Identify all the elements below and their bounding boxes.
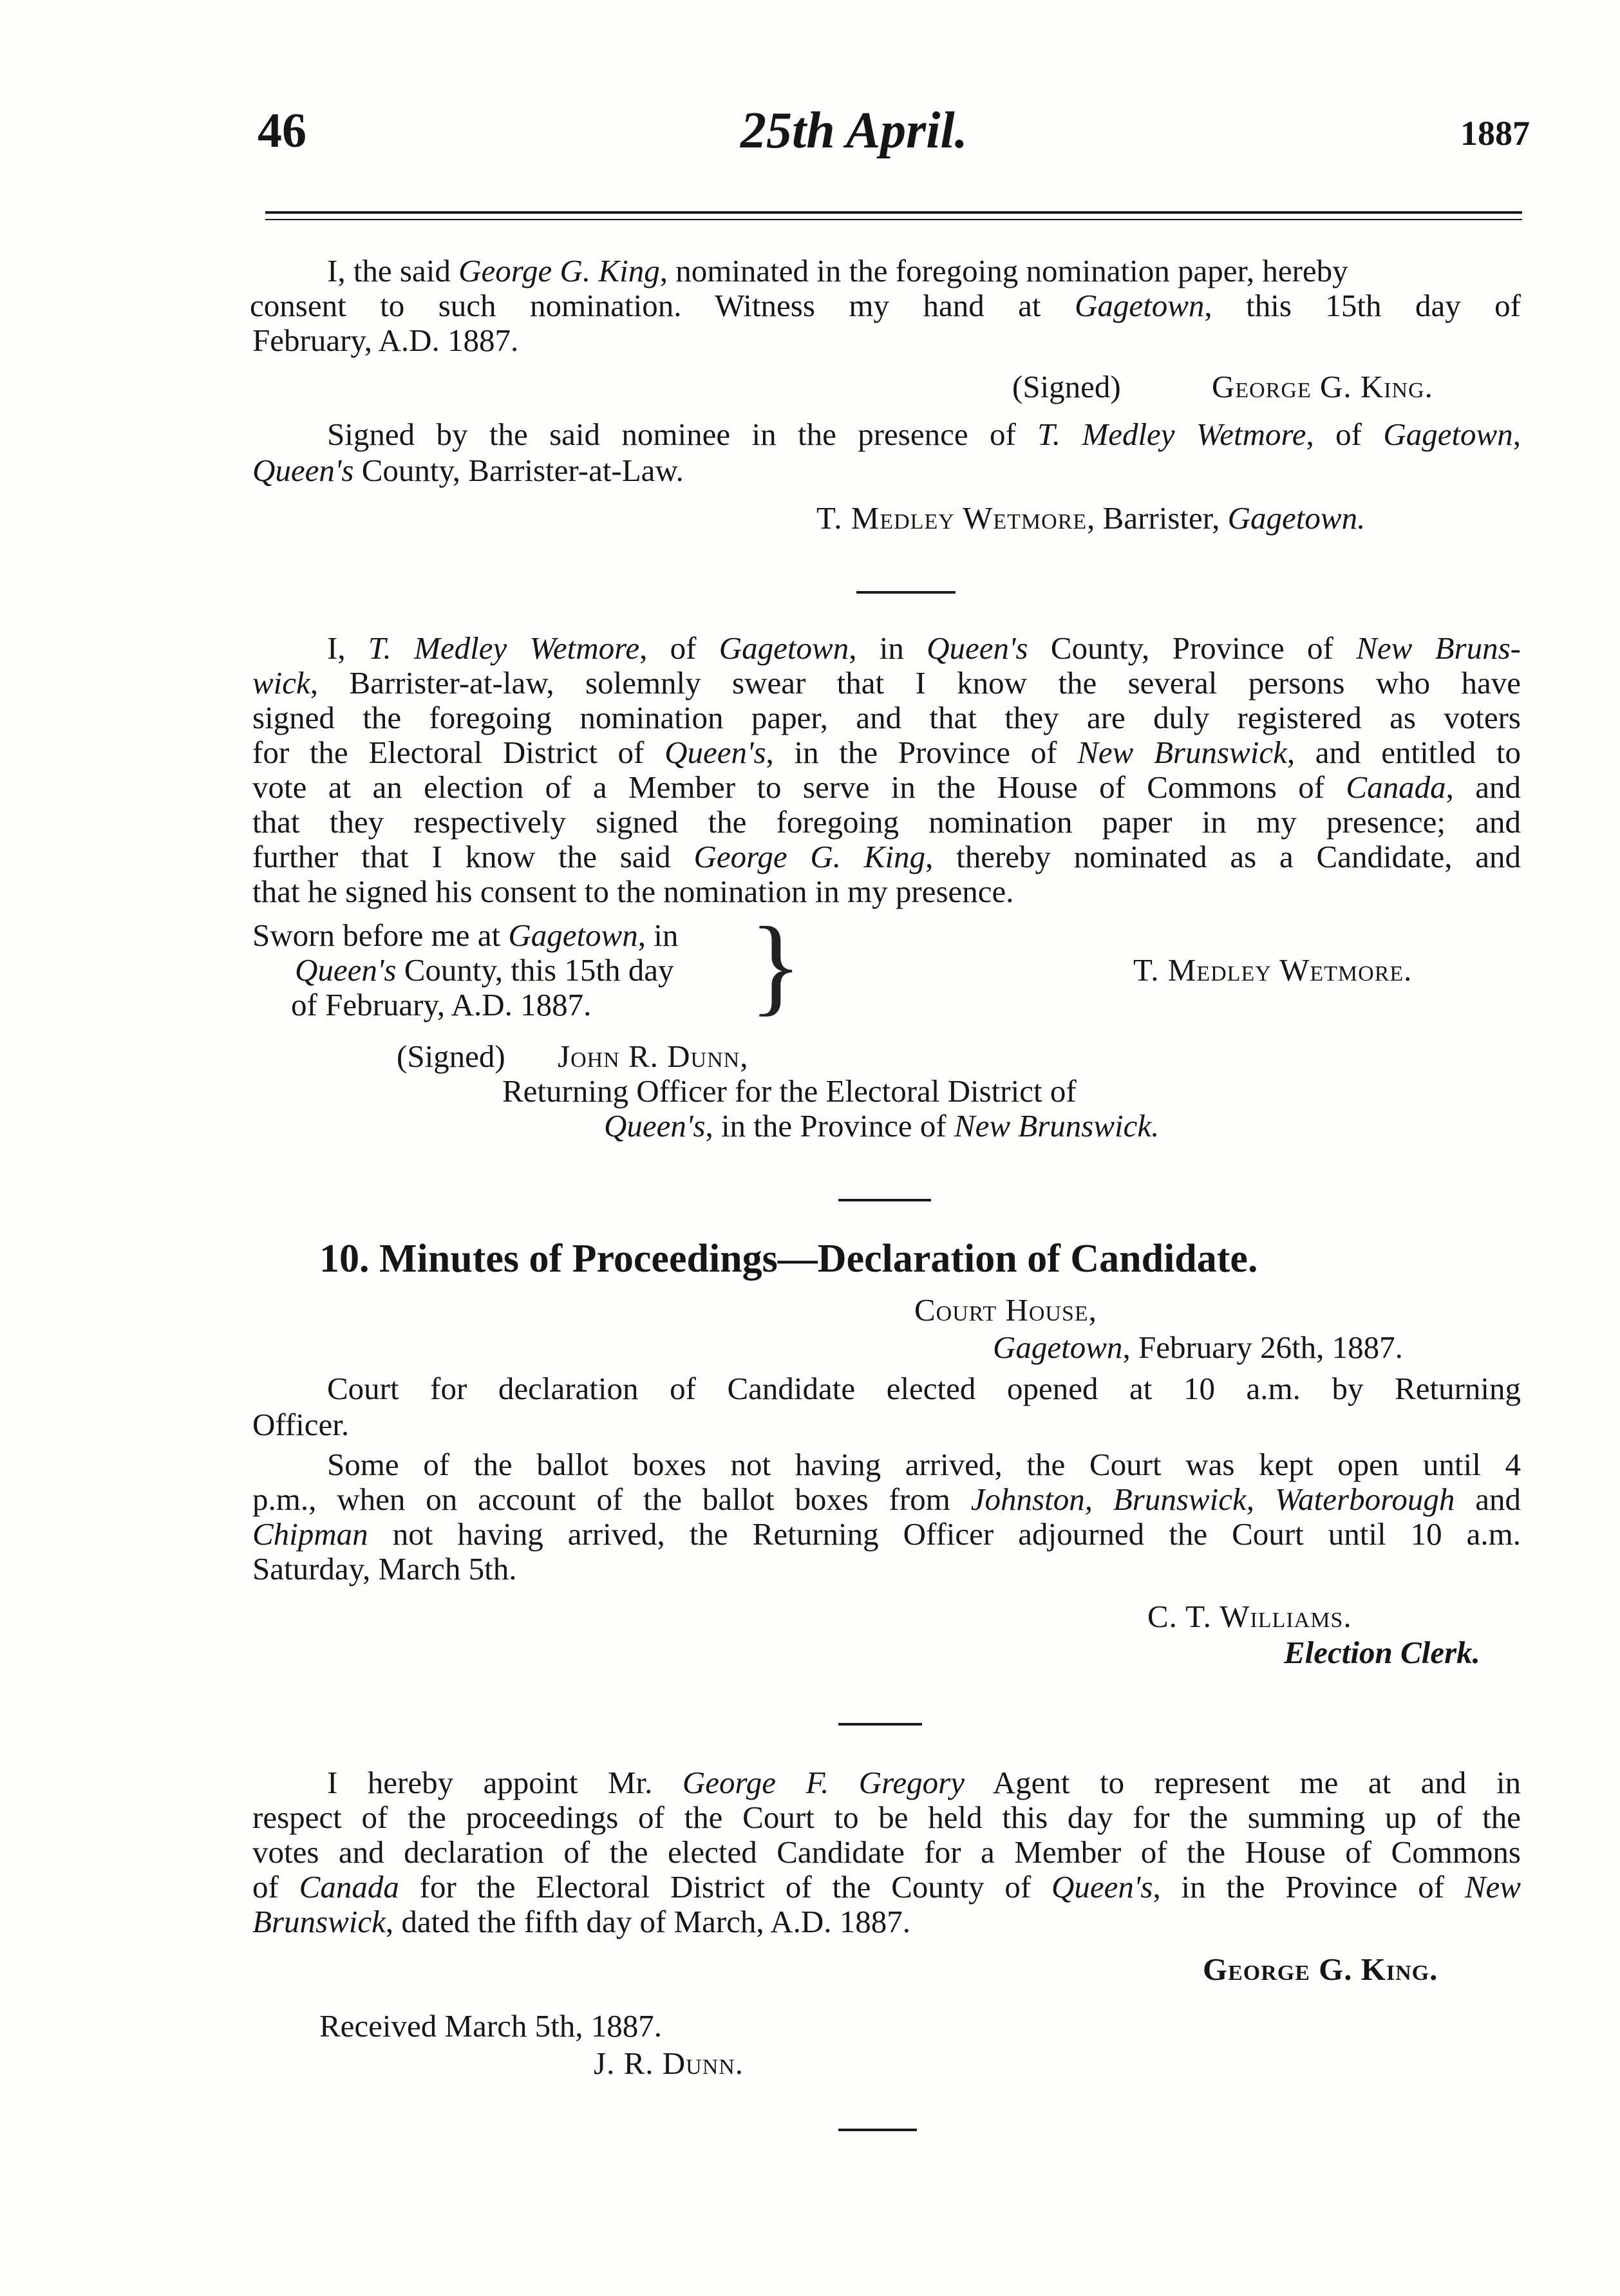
- minutes-line-6: Saturday, March 5th.: [252, 1551, 517, 1586]
- page-year: 1887: [1460, 114, 1530, 153]
- minutes-line-4: p.m., when on account of the ballot boxes from Johnston, Brunswick, Waterborough and: [252, 1482, 1521, 1517]
- officer-title-line-1: Returning Officer for the Electoral District of: [502, 1073, 1077, 1109]
- section-divider-2: [838, 1199, 931, 1201]
- oath-line-1: I, T. Medley Wetmore, of Gagetown, in Queen's County, Province of New Bruns-: [327, 630, 1521, 666]
- oath-line-8: that he signed his consent to the nomination in my presence.: [252, 874, 1014, 909]
- sworn-line-1: Sworn before me at Gagetown, in: [252, 917, 679, 953]
- oath-line-2: wick, Barrister-at-law, solemnly swear that I know the several persons who have: [252, 665, 1521, 701]
- minutes-line-5: Chipman not having arrived, the Returning Officer adjourned the Court until 10 a.m.: [252, 1516, 1521, 1552]
- officer-title-line-2: Queen's, in the Province of New Brunswick.: [604, 1108, 1160, 1143]
- minutes-line-1: Court for declaration of Candidate elected opened at 10 a.m. by Returning: [327, 1371, 1521, 1406]
- oath-line-3: signed the foregoing nomination paper, and that they are duly registered as voters: [252, 700, 1521, 735]
- witness-signature: T. Medley Wetmore, Barrister, Gagetown.: [816, 500, 1366, 536]
- appointment-line-4: of Canada for the Electoral District of the County of Queen's, in the Province of New: [252, 1869, 1521, 1905]
- sworn-line-2: Queen's County, this 15th day: [295, 952, 674, 988]
- appointment-signature: George G. King.: [1203, 1952, 1438, 1987]
- section-divider-4: [838, 2129, 917, 2131]
- officer-signature: John R. Dunn,: [558, 1039, 749, 1074]
- oath-line-6: that they respectively signed the foregoing nomination paper in my presence; and: [252, 804, 1521, 840]
- court-place: Court House,: [914, 1292, 1097, 1328]
- header-rule-bottom: [265, 219, 1522, 220]
- consent-signed-label: (Signed): [1012, 369, 1121, 404]
- appointment-line-1: I hereby appoint Mr. George F. Gregory Agent to represent me at and in: [327, 1765, 1521, 1800]
- appointment-line-3: votes and declaration of the elected Candidate for a Member of the House of Commons: [252, 1834, 1521, 1870]
- consent-line-2: consent to such nomination. Witness my hand at Gagetown, this 15th day of: [250, 288, 1521, 323]
- clerk-title: Election Clerk.: [1284, 1635, 1480, 1670]
- section-heading: 10. Minutes of Proceedings—Declaration of Candidate.: [319, 1237, 1258, 1281]
- consent-signed-name: George G. King.: [1212, 369, 1433, 404]
- section-divider-3: [838, 1723, 922, 1726]
- sworn-line-3: of February, A.D. 1887.: [291, 987, 592, 1022]
- minutes-line-3: Some of the ballot boxes not having arrived, the Court was kept open until 4: [327, 1447, 1521, 1482]
- officer-signed-label: (Signed): [397, 1039, 505, 1074]
- page-number: 46: [258, 104, 306, 158]
- court-date: Gagetown, February 26th, 1887.: [993, 1330, 1403, 1365]
- witness-line-1: Signed by the said nominee in the presence of T. Medley Wetmore, of Gagetown,: [327, 417, 1521, 452]
- witness-line-2: Queen's County, Barrister-at-Law.: [252, 453, 684, 488]
- page-date-title: 25th April.: [740, 102, 968, 159]
- appointment-line-2: respect of the proceedings of the Court to be held this day for the summing up of the: [252, 1800, 1521, 1835]
- sworn-brace: }: [749, 905, 802, 1026]
- section-divider-1: [856, 591, 956, 594]
- oath-line-5: vote at an election of a Member to serve in the House of Commons of Canada, and: [252, 769, 1521, 805]
- received-by-signature: J. R. Dunn.: [594, 2046, 744, 2081]
- clerk-signature: C. T. Williams.: [1147, 1599, 1352, 1634]
- appointment-line-5: Brunswick, dated the fifth day of March, A.D. 1887.: [252, 1904, 910, 1939]
- header-rule-top: [265, 211, 1522, 214]
- oath-line-7: further that I know the said George G. King, thereby nominated as a Candidate, and: [252, 839, 1521, 874]
- oath-line-4: for the Electoral District of Queen's, in the Province of New Brunswick, and entitled to: [252, 735, 1521, 770]
- consent-line-3: February, A.D. 1887.: [252, 323, 519, 358]
- received-line: Received March 5th, 1887.: [319, 2008, 663, 2044]
- minutes-line-2: Officer.: [252, 1407, 350, 1442]
- deponent-signature: T. Medley Wetmore.: [1133, 952, 1413, 988]
- consent-line-1: I, the said George G. King, nominated in the foregoing nomination paper, hereby: [327, 253, 1348, 288]
